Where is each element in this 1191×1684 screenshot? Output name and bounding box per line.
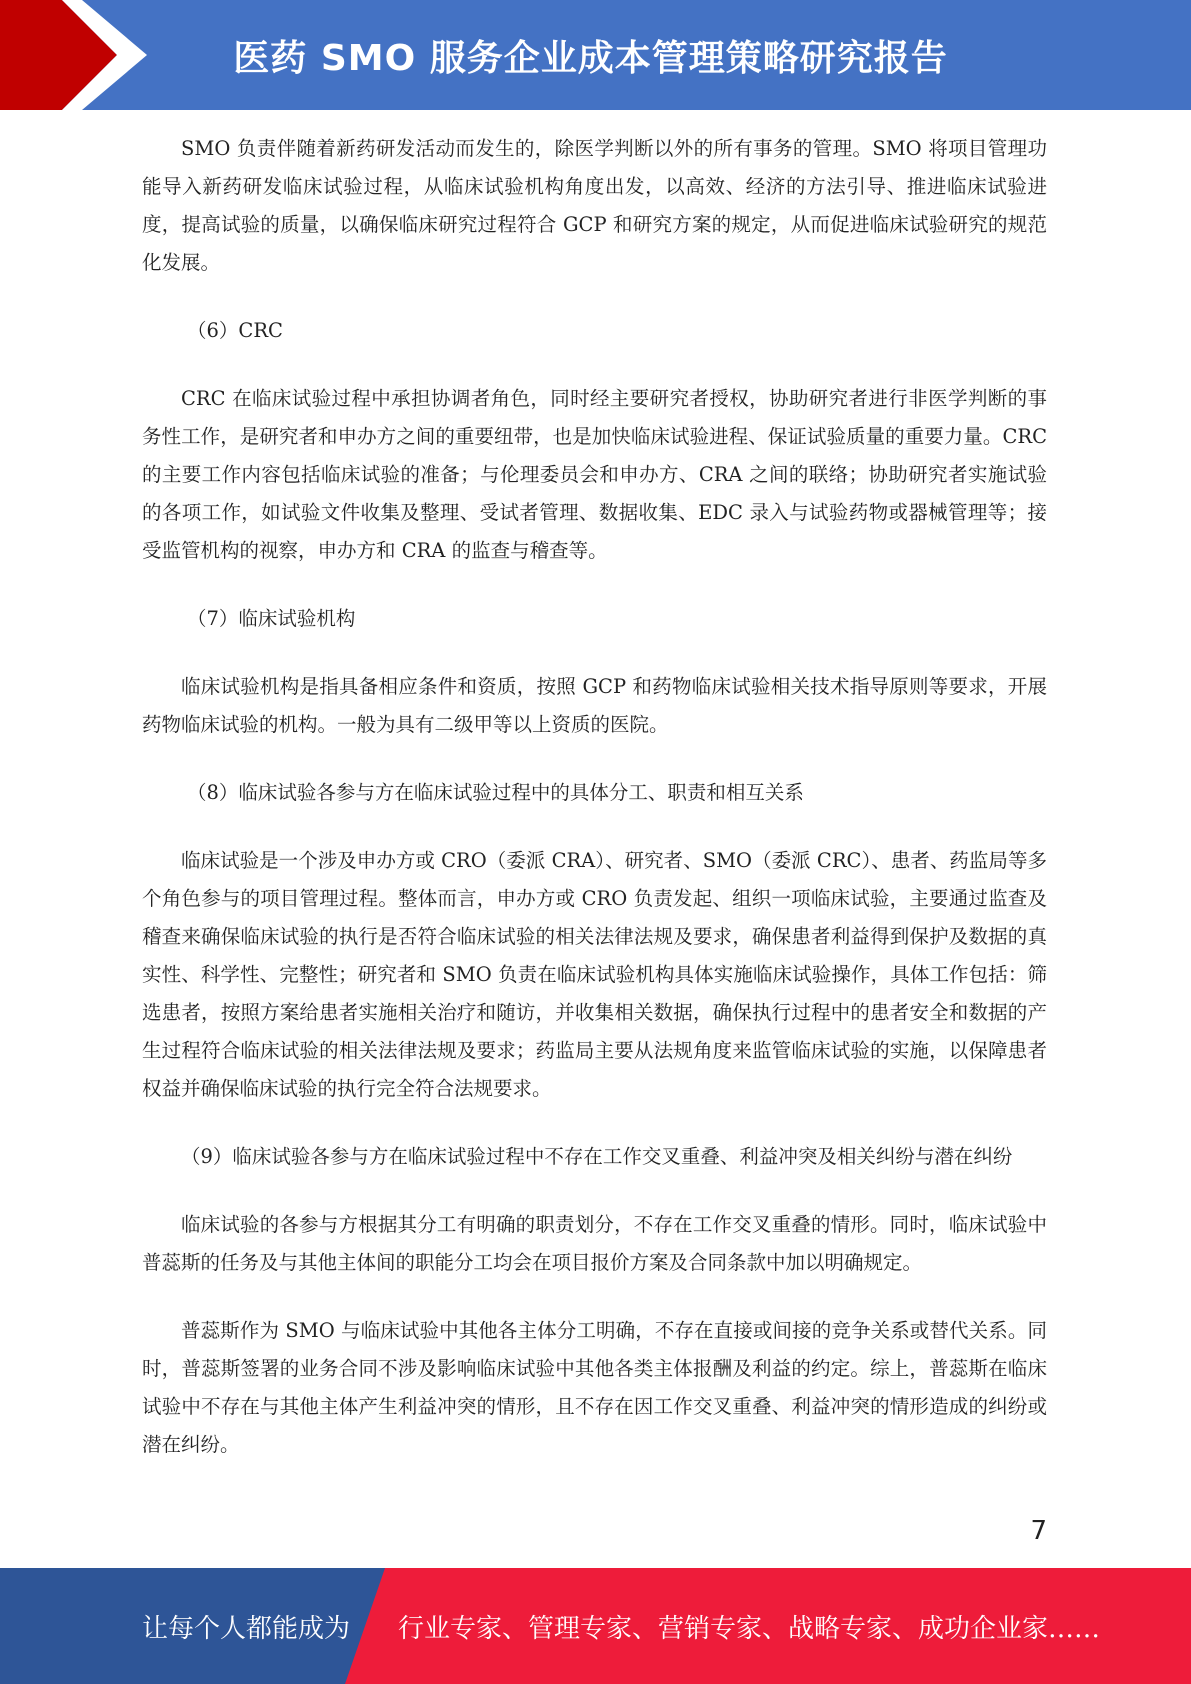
paragraph-division: 临床试验的各参与方根据其分工有明确的职责划分，不存在工作交叉重叠的情形。同时，临床试验中普蕊斯的任务及与其他主体间的职能分工均会在项目报价方案及合同条款中加以明确规定。 [142, 1213, 1047, 1274]
section-heading-crc: （6）CRC [187, 319, 283, 342]
section-heading-no-conflict: （9）临床试验各参与方在临床试验过程中不存在工作交叉重叠、利益冲突及相关纠纷与潜在纠纷 [181, 1145, 1013, 1168]
paragraph-crc: CRC 在临床试验过程中承担协调者角色，同时经主要研究者授权，协助研究者进行非医学判断的事务性工作，是研究者和申办方之间的重要纽带，也是加快临床试验进程、保证试验质量的重要力量。CRC 的主要工作内容包括临床试验的准备；与伦理委员会和申办方、CRA 之间的联络；协助研究者实施试验的各项工作，如试验文件收集及整理、受试者管理、数据收集、EDC 录入与试验药物或器械管理等；接受监管机构的视察，申办方和 CRA 的监查与稽查等。 [142, 387, 1047, 562]
section-heading-clinical-site: （7）临床试验机构 [187, 607, 356, 630]
footer-slogan-right: 行业专家、管理专家、营销专家、战略专家、成功企业家…… [398, 1613, 1101, 1644]
section-heading-roles: （8）临床试验各参与方在临床试验过程中的具体分工、职责和相互关系 [187, 781, 804, 804]
report-title: 医药 SMO 服务企业成本管理策略研究报告 [233, 37, 948, 79]
paragraph-conclusion: 普蕊斯作为 SMO 与临床试验中其他各主体分工明确，不存在直接或间接的竞争关系或替代关系。同时，普蕊斯签署的业务合同不涉及影响临床试验中其他各类主体报酬及利益的约定。综上，普蕊斯在临床试验中不存在与其他主体产生利益冲突的情形，且不存在因工作交叉重叠、利益冲突的情形造成的纠纷或潜在纠纷。 [142, 1319, 1047, 1456]
page-header [0, 0, 1191, 110]
document-body [142, 130, 1047, 1494]
footer-slogan-left: 让每个人都能成为 [142, 1613, 351, 1644]
paragraph-smo-intro: SMO 负责伴随着新药研发活动而发生的，除医学判断以外的所有事务的管理。SMO 将项目管理功能导入新药研发临床试验过程，从临床试验机构角度出发，以高效、经济的方法引导、推进临床试验进度，提高试验的质量，以确保临床研究过程符合 GCP 和研究方案的规定，从而促进临床试验研究的规范化发展。 [142, 137, 1047, 274]
paragraph-roles: 临床试验是一个涉及申办方或 CRO（委派 CRA）、研究者、SMO（委派 CRC）、患者、药监局等多个角色参与的项目管理过程。整体而言，申办方或 CRO 负责发起、组织一项临床试验，主要通过监查及稽查来确保临床试验的执行是否符合临床试验的相关法律法规及要求，确保患者利益得到保护及数据的真实性、科学性、完整性；研究者和 SMO 负责在临床试验机构具体实施临床试验操作，具体工作包括：筛选患者，按照方案给患者实施相关治疗和随访，并收集相关数据，确保执行过程中的患者安全和数据的产生过程符合临床试验的相关法律法规及要求；药监局主要从法规角度来监管临床试验的实施，以保障患者权益并确保临床试验的执行完全符合法规要求。 [142, 849, 1047, 1100]
page-footer [0, 1568, 1191, 1684]
header-arrow-decoration [0, 0, 160, 110]
page-number: 7 [1030, 1516, 1047, 1546]
paragraph-clinical-site: 临床试验机构是指具备相应条件和资质，按照 GCP 和药物临床试验相关技术指导原则等要求，开展药物临床试验的机构。一般为具有二级甲等以上资质的医院。 [142, 675, 1047, 736]
